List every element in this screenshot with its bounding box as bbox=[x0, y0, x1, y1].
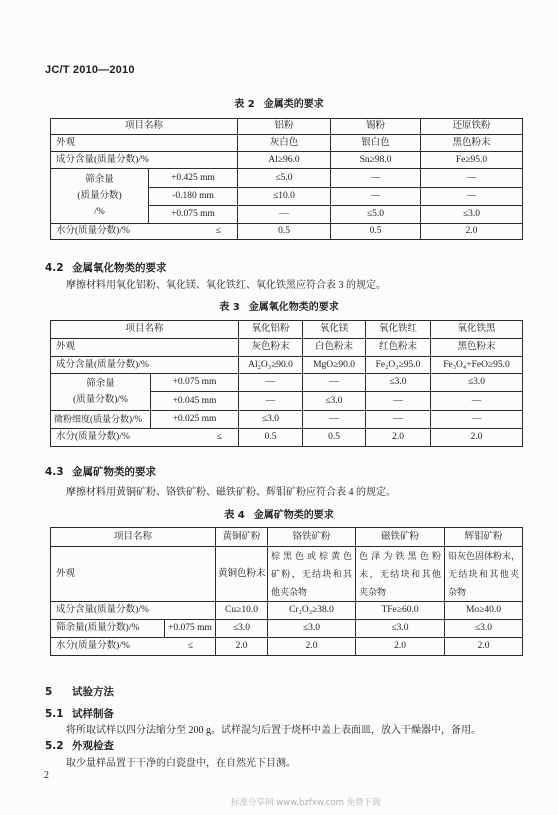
table-cell: — bbox=[431, 411, 523, 429]
text-line: 色泽为铁黑色粉 bbox=[359, 551, 442, 561]
section-title: 外观检查 bbox=[72, 740, 114, 752]
table-3-sieve-size: +0.075 mm bbox=[151, 374, 239, 392]
table-cell: 红色粉末 bbox=[366, 339, 431, 357]
text-line: 夹杂物 bbox=[359, 587, 387, 597]
table-cell: 黑色粉末 bbox=[421, 135, 523, 152]
table-cell: ≤3.0 bbox=[216, 620, 268, 638]
table-3-fineness-label: 微粉细度(质量分数)/% bbox=[51, 411, 151, 429]
table-2-appearance-label: 外观 bbox=[51, 135, 238, 152]
table-2-caption-label: 表 2 bbox=[234, 99, 255, 110]
table-cell: 灰白色 bbox=[238, 135, 331, 152]
table-2-col-tin-powder: 锡粉 bbox=[331, 119, 421, 135]
table-2-header-row bbox=[51, 119, 523, 135]
table-cell: 2.0 bbox=[216, 638, 268, 656]
table-3-fineness-row bbox=[51, 411, 523, 429]
section-4-3-text: 摩擦材料用黄铜矿粉、铬铁矿粉、磁铁矿粉、辉钼矿粉应符合表 4 的规定。 bbox=[66, 487, 396, 498]
table-cell: — bbox=[421, 169, 523, 188]
table-cell: 0.5 bbox=[239, 429, 303, 447]
text-line: 棕黑色或棕黄色 bbox=[271, 551, 353, 561]
section-number: 5.2 bbox=[45, 740, 64, 752]
table-cell: 黄铜色粉末 bbox=[216, 547, 268, 602]
table-4-col-molybdenite-powder: 辉钼矿粉 bbox=[445, 528, 523, 547]
table-cell: — bbox=[303, 374, 366, 392]
table-4-content-label: 成分含量(质量分数)/% bbox=[51, 602, 216, 620]
text-line: 他夹杂物 bbox=[271, 587, 308, 597]
table-cell: Cr₂O₃≥38.0 bbox=[268, 602, 356, 620]
table-4-metal-minerals bbox=[50, 527, 523, 656]
table-2-moisture-label-cell bbox=[51, 224, 238, 240]
section-title: 金属氧化物类的要求 bbox=[72, 262, 167, 274]
table-cell: Mo≥40.0 bbox=[445, 602, 523, 620]
table-cell: — bbox=[331, 188, 421, 206]
table-cell: ≤3.0 bbox=[421, 206, 523, 224]
table-2-caption bbox=[0, 95, 558, 110]
table-3-sieve-label bbox=[51, 374, 151, 411]
table-cell: — bbox=[303, 411, 366, 429]
table-3-moisture-operator: ≤ bbox=[216, 432, 223, 443]
table-cell: Fe₃O₄+FeO≥95.0 bbox=[431, 357, 523, 374]
table-cell: 2.0 bbox=[356, 638, 445, 656]
table-cell: Al≥96.0 bbox=[238, 152, 331, 169]
table-4-appearance-row bbox=[51, 547, 523, 602]
table-3-caption bbox=[0, 298, 558, 313]
table-cell: 灰色粉末 bbox=[239, 339, 303, 357]
table-4-caption bbox=[0, 506, 558, 521]
section-5-2-heading bbox=[45, 738, 114, 753]
table-cell: 2.0 bbox=[366, 429, 431, 447]
table-3-col-iron-oxide-black: 氧化铁黑 bbox=[431, 321, 523, 339]
text-line: 末，无结块和其他 bbox=[359, 569, 442, 579]
table-3-header-row bbox=[51, 321, 523, 339]
table-cell: 黑色粉末 bbox=[431, 339, 523, 357]
table-cell: 0.5 bbox=[303, 429, 366, 447]
table-cell: ≤3.0 bbox=[366, 374, 431, 392]
text-line: 铅灰色固体粉末， bbox=[448, 551, 521, 561]
table-cell: ≤5.0 bbox=[331, 206, 421, 224]
table-2-col-aluminum-powder: 铝粉 bbox=[238, 119, 331, 135]
table-3-col-alumina-powder: 氧化铝粉 bbox=[239, 321, 303, 339]
table-cell: ≤5.0 bbox=[238, 169, 331, 188]
table-4-item-header: 项目名称 bbox=[51, 528, 216, 547]
table-4-moisture-label: 水分(质量分数)/% bbox=[56, 641, 130, 652]
table-2-col-reduced-iron-powder: 还原铁粉 bbox=[421, 119, 523, 135]
table-cell: — bbox=[421, 188, 523, 206]
section-number: 5 bbox=[45, 686, 53, 698]
table-cell: 银白色 bbox=[331, 135, 421, 152]
table-4-moisture-row bbox=[51, 638, 523, 656]
table-3-caption-title: 金属氧化物类的要求 bbox=[248, 302, 339, 313]
table-3-moisture-label-cell bbox=[51, 429, 239, 447]
section-4-3-heading bbox=[45, 464, 156, 479]
table-3-moisture-label: 水分(质量分数)/% bbox=[56, 432, 130, 443]
table-3-item-header: 项目名称 bbox=[51, 321, 239, 339]
table-cell: — bbox=[366, 392, 431, 411]
table-2-moisture-row bbox=[51, 224, 523, 240]
table-cell: Cu≥10.0 bbox=[216, 602, 268, 620]
table-cell: ≤3.0 bbox=[303, 392, 366, 411]
table-4-moisture-label-cell bbox=[51, 638, 216, 656]
table-cell: — bbox=[366, 411, 431, 429]
table-4-sieve-label: 筛余量(质量分数)/% bbox=[51, 620, 165, 638]
section-5-heading bbox=[45, 684, 114, 699]
table-cell: ≤10.0 bbox=[238, 188, 331, 206]
table-3-metal-oxides bbox=[50, 320, 523, 447]
table-cell: 2.0 bbox=[421, 224, 523, 240]
table-2-item-header: 项目名称 bbox=[51, 119, 238, 135]
table-cell bbox=[268, 547, 356, 602]
table-cell: 2.0 bbox=[431, 429, 523, 447]
table-cell: Fe≥95.0 bbox=[421, 152, 523, 169]
table-cell: 白色粉末 bbox=[303, 339, 366, 357]
table-4-col-chromite-powder: 铬铁矿粉 bbox=[268, 528, 356, 547]
table-4-moisture-operator: ≤ bbox=[187, 641, 194, 652]
section-5-2-text: 取少量样品置于干净的白瓷盘中，在自然光下目测。 bbox=[66, 758, 296, 769]
table-2-moisture-operator: ≤ bbox=[215, 226, 222, 237]
table-3-content-row bbox=[51, 357, 523, 374]
section-number: 4.3 bbox=[45, 466, 64, 478]
table-2-content-label: 成分含量(质量分数)/% bbox=[51, 152, 238, 169]
text-line: 杂物 bbox=[448, 587, 467, 597]
table-2-sieve-label-line: (质量分数) bbox=[77, 191, 122, 201]
table-4-col-magnetite-powder: 磁铁矿粉 bbox=[356, 528, 445, 547]
table-cell: — bbox=[331, 169, 421, 188]
table-3-col-magnesia: 氧化镁 bbox=[303, 321, 366, 339]
section-title: 试验方法 bbox=[72, 686, 114, 698]
table-cell: 0.5 bbox=[331, 224, 421, 240]
text-line: 矿粉，无结块和其 bbox=[271, 569, 353, 579]
table-cell bbox=[445, 547, 523, 602]
table-3-fineness-size: +0.025 mm bbox=[151, 411, 239, 429]
table-cell: ≤3.0 bbox=[431, 374, 523, 392]
table-2-moisture-label: 水分(质量分数)/% bbox=[56, 226, 130, 237]
page-number: 2 bbox=[44, 770, 49, 781]
table-cell: Al₂O₃≥90.0 bbox=[239, 357, 303, 374]
table-3-moisture-row bbox=[51, 429, 523, 447]
section-4-2-heading bbox=[45, 260, 167, 275]
table-2-sieve-label-line: /% bbox=[94, 207, 105, 217]
table-3-col-iron-oxide-red: 氧化铁红 bbox=[366, 321, 431, 339]
table-4-sieve-size: +0.075 mm bbox=[165, 620, 216, 638]
table-cell: ≤3.0 bbox=[445, 620, 523, 638]
table-cell: MgO≥90.0 bbox=[303, 357, 366, 374]
section-4-2-text: 摩擦材料用氧化铝粉、氧化镁、氧化铁红、氧化铁黑应符合表 3 的规定。 bbox=[66, 280, 386, 291]
table-cell: — bbox=[431, 392, 523, 411]
table-4-col-chalcopyrite-powder: 黄铜矿粉 bbox=[216, 528, 268, 547]
table-2-metals bbox=[50, 118, 523, 240]
table-3-sieve-label-line: 筛余量 bbox=[86, 379, 115, 389]
table-cell: Fe₂O₃≥95.0 bbox=[366, 357, 431, 374]
table-cell: ≤3.0 bbox=[268, 620, 356, 638]
text-line: 无结块和其他夹 bbox=[448, 569, 520, 579]
table-cell: 2.0 bbox=[268, 638, 356, 656]
table-cell: ≤3.0 bbox=[239, 411, 303, 429]
table-cell bbox=[356, 547, 445, 602]
watermark: 标准分享网 www.bzfxw.com 免费下载 bbox=[231, 798, 381, 808]
table-3-content-label: 成分含量(质量分数)/% bbox=[51, 357, 239, 374]
table-cell: — bbox=[239, 392, 303, 411]
table-4-caption-label: 表 4 bbox=[224, 510, 245, 521]
table-2-sieve-size: +0.075 mm bbox=[149, 206, 238, 224]
section-5-1-text: 将所取试样以四分法缩分至 200 g。试样混匀后置于烧杯中盖上表面皿，放入干燥器中，备用。 bbox=[66, 725, 481, 736]
table-2-sieve-row bbox=[51, 169, 523, 188]
table-3-sieve-size: +0.045 mm bbox=[151, 392, 239, 411]
table-cell: Sn≥98.0 bbox=[331, 152, 421, 169]
table-2-sieve-label-line: 筛余量 bbox=[85, 175, 114, 185]
table-cell: — bbox=[238, 206, 331, 224]
table-3-appearance-label: 外观 bbox=[51, 339, 239, 357]
table-4-header-row bbox=[51, 528, 523, 547]
table-4-content-row bbox=[51, 602, 523, 620]
table-3-caption-label: 表 3 bbox=[219, 302, 240, 313]
table-2-sieve-size: -0.180 mm bbox=[149, 188, 238, 206]
table-2-content-row bbox=[51, 152, 523, 169]
table-2-appearance-row bbox=[51, 135, 523, 152]
table-cell: 0.5 bbox=[238, 224, 331, 240]
section-5-1-heading bbox=[45, 706, 114, 721]
table-cell: 2.0 bbox=[445, 638, 523, 656]
section-title: 试样制备 bbox=[72, 708, 114, 720]
table-3-sieve-label-line: (质量分数)/% bbox=[73, 395, 128, 405]
table-4-appearance-label: 外观 bbox=[51, 547, 216, 602]
table-3-sieve-row bbox=[51, 374, 523, 392]
table-2-sieve-size: +0.425 mm bbox=[149, 169, 238, 188]
section-number: 5.1 bbox=[45, 708, 64, 720]
table-cell: ≤3.0 bbox=[356, 620, 445, 638]
table-4-sieve-row bbox=[51, 620, 523, 638]
section-number: 4.2 bbox=[45, 262, 64, 274]
table-3-appearance-row bbox=[51, 339, 523, 357]
table-2-caption-title: 金属类的要求 bbox=[263, 99, 324, 110]
table-2-sieve-label bbox=[51, 169, 149, 224]
table-cell: — bbox=[239, 374, 303, 392]
section-title: 金属矿物类的要求 bbox=[72, 466, 156, 478]
table-4-caption-title: 金属矿物类的要求 bbox=[253, 510, 334, 521]
table-cell: TFe≥60.0 bbox=[356, 602, 445, 620]
standard-number: JC/T 2010—2010 bbox=[45, 64, 135, 76]
